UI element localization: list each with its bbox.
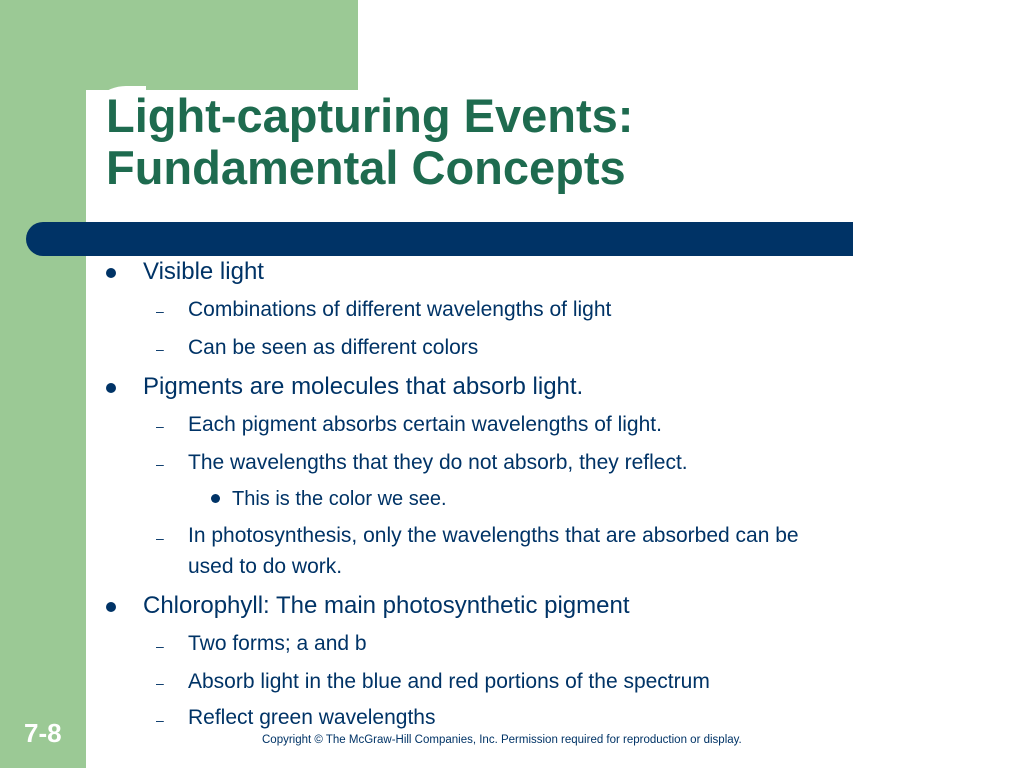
dash-icon: – <box>156 530 164 546</box>
bullet-icon <box>211 494 220 503</box>
sub-bullet-each-pigment: Each pigment absorbs certain wavelengths of light. <box>188 413 662 436</box>
sub-bullet-reflect: The wavelengths that they do not absorb, they reflect. <box>188 451 688 474</box>
sub-bullet-reflect-green: Reflect green wavelengths <box>188 706 436 729</box>
sub-bullet-photosynthesis-line-2: used to do work. <box>188 555 343 578</box>
dash-icon: – <box>156 712 164 728</box>
bullet-visible-light: Visible light <box>143 258 264 285</box>
dash-icon: – <box>156 341 164 357</box>
sub-sub-bullet-color-we-see: This is the color we see. <box>232 488 447 510</box>
sub-bullet-photosynthesis-line-1: In photosynthesis, only the wavelengths that are absorbed can be <box>188 524 799 547</box>
bullet-pigments: Pigments are molecules that absorb light. <box>143 373 584 400</box>
sub-bullet-two-forms: Two forms; a and b <box>188 632 367 655</box>
sub-bullet-absorb-blue-red: Absorb light in the blue and red portions of the spectrum <box>188 670 710 693</box>
dash-icon: – <box>156 456 164 472</box>
bullet-icon <box>106 383 116 393</box>
dash-icon: – <box>156 418 164 434</box>
bullet-icon <box>106 268 116 278</box>
slide-number: 7-8 <box>24 718 62 748</box>
sub-bullet-combinations: Combinations of different wavelengths of light <box>188 298 612 321</box>
sub-bullet-colors: Can be seen as different colors <box>188 336 479 359</box>
title-line-1: Light-capturing Events: <box>106 89 634 142</box>
bullet-chlorophyll: Chlorophyll: The main photosynthetic pigment <box>143 592 630 619</box>
bullet-icon <box>106 602 116 612</box>
dash-icon: – <box>156 675 164 691</box>
dash-icon: – <box>156 638 164 654</box>
title-line-2: Fundamental Concepts <box>106 141 626 194</box>
copyright-notice: Copyright © The McGraw-Hill Companies, Inc. Permission required for reproduction or display. <box>262 734 742 746</box>
dash-icon: – <box>156 303 164 319</box>
